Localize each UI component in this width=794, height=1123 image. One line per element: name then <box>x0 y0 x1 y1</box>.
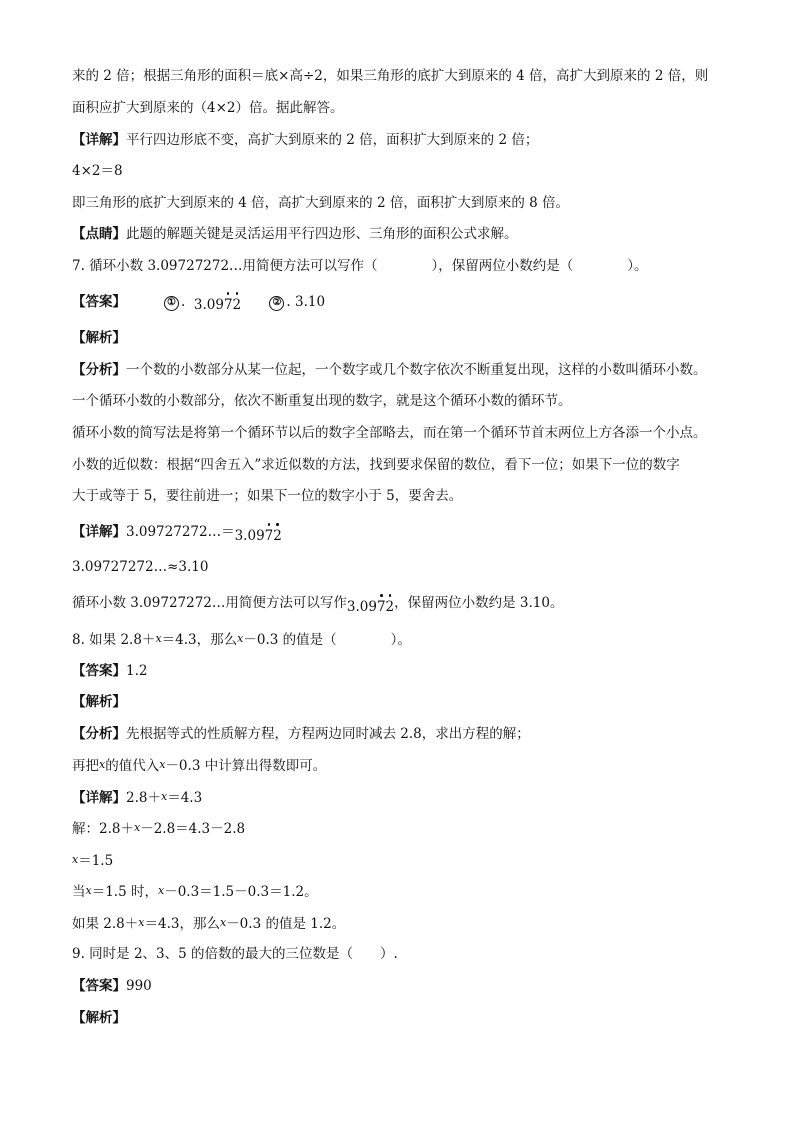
text-line: x＝1.5 <box>72 853 114 869</box>
question-7: 7. 循环小数 3.09727272…用简便方法可以写作（ ），保留两位小数约是（ ）。 <box>72 258 648 274</box>
question-9: 9. 同时是 2、3、5 的倍数的最大的三位数是（ ）. <box>72 946 398 962</box>
text-line: 【解析】 <box>72 1010 126 1026</box>
text-line: 小数的近似数：根据“四舍五入”求近似数的方法，找到要求保留的数位，看下一位；如果下一位的数字 <box>72 457 680 473</box>
question-8: 8. 如果 2.8＋x＝4.3，那么x－0.3 的值是（ ）。 <box>72 632 411 648</box>
text-line: 【分析】先根据等式的性质解方程，方程两边同时减去 2.8，求出方程的解； <box>72 726 530 742</box>
text-line: 解：2.8＋x－2.8＝4.3－2.8 <box>72 821 246 837</box>
text-line: 再把x的值代入x－0.3 中计算出得数即可。 <box>72 758 327 774</box>
text-line: 即三角形的底扩大到原来的 4 倍，高扩大到原来的 2 倍，面积扩大到原来的 8 倍。 <box>72 195 570 211</box>
text-line: 一个循环小数的小数部分，依次不断重复出现的数字，就是这个循环小数的循环节。 <box>72 393 572 409</box>
text-line: 【点睛】此题的解题关键是灵活运用平行四边形、三角形的面积公式求解。 <box>72 226 518 242</box>
text-line: 循环小数 3.09727272…用简便方法可以写作3.0972，保留两位小数约是 3.10。 <box>72 595 564 615</box>
text-line: 【解析】 <box>72 694 126 710</box>
text-line: 如果 2.8＋x＝4.3，那么x－0.3 的值是 1.2。 <box>72 916 346 932</box>
text-line: 当x＝1.5 时，x－0.3＝1.5－0.3＝1.2。 <box>72 884 318 900</box>
text-line: 【详解】平行四边形底不变，高扩大到原来的 2 倍，面积扩大到原来的 2 倍； <box>72 132 539 148</box>
answer-line: 【答案】 ① . 3.0972 ② . 3.10 <box>72 294 326 313</box>
text-line: 来的 2 倍；根据三角形的面积＝底×高÷2，如果三角形的底扩大到原来的 4 倍，高扩大到原来的 2 倍，则 <box>72 68 709 84</box>
text-line: 【详解】2.8＋x＝4.3 <box>72 790 203 806</box>
text-line: 面积应扩大到原来的（4×2）倍。据此解答。 <box>72 100 344 116</box>
repeating-decimal: 3.0972 <box>346 599 395 615</box>
repeating-decimal: 3.0972 <box>193 297 242 313</box>
answer-line: 【答案】990 <box>72 978 152 994</box>
text-line: 4×2＝8 <box>72 163 123 179</box>
repeating-decimal: 3.0972 <box>234 528 282 544</box>
answer-line: 【答案】1.2 <box>72 663 148 679</box>
text-line: 【分析】一个数的小数部分从某一位起，一个数字或几个数字依次不断重复出现，这样的小数叫循环小数。 <box>72 362 707 378</box>
text-line: 【解析】 <box>72 330 126 346</box>
text-line: 大于或等于 5，要往前进一；如果下一位的数字小于 5，要舍去。 <box>72 488 463 504</box>
text-line: 循环小数的简写法是将第一个循环节以后的数字全部略去，而在第一个循环节首末两位上方各添一个小点。 <box>72 425 707 441</box>
text-line: 【详解】3.09727272…＝3.0972 <box>72 524 282 544</box>
text-line: 3.09727272…≈3.10 <box>72 559 209 575</box>
